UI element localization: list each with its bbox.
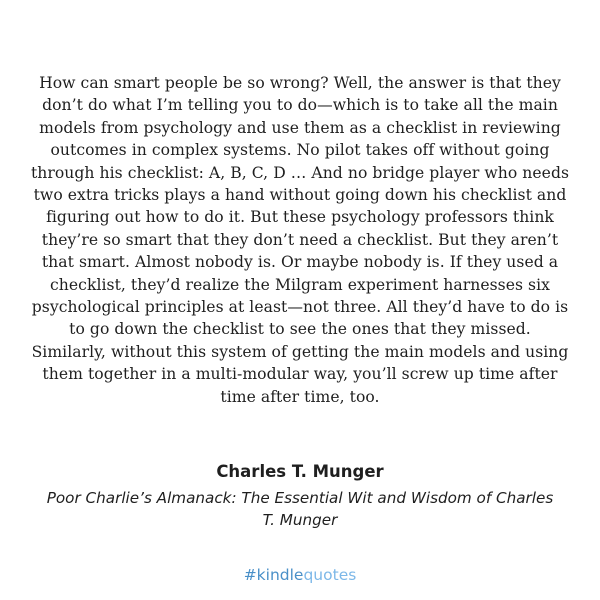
author-name: Charles T. Munger [216, 462, 384, 481]
book-title: Poor Charlie’s Almanack: The Essential Wit and Wisdom of Charles T. Munger [46, 489, 554, 529]
hashtag-quotes: quotes [303, 566, 357, 584]
hashtag-kindle: #kindle [243, 566, 304, 584]
quote-text: How can smart people be so wrong? Well, the answer is that they don’t do what I’m telling you to do—which is to take all the main models from psychology and use them as a checklist in reviewing outcomes in complex systems. No pilot takes off without going through his checklist: A, B, C, D … And no bridge player who needs two extra tricks plays a hand without going down his checklist and figuring out how to do it. But these psychology professors think they’re so smart that they don’t need a checklist. But they aren’t that smart. Almost nobody is. Or maybe nobody is. If they used a checklist, they’d realize the Milgram experiment harnesses six psychological principles at least—not three. All they’d have to do is to go down the checklist to see the ones that they missed. Similarly, without this system of getting the main models and using them together in a multi-modular way, you’ll screw up time after time after time, too. [30, 74, 570, 406]
kindle-quotes-hashtag [0, 565, 600, 585]
